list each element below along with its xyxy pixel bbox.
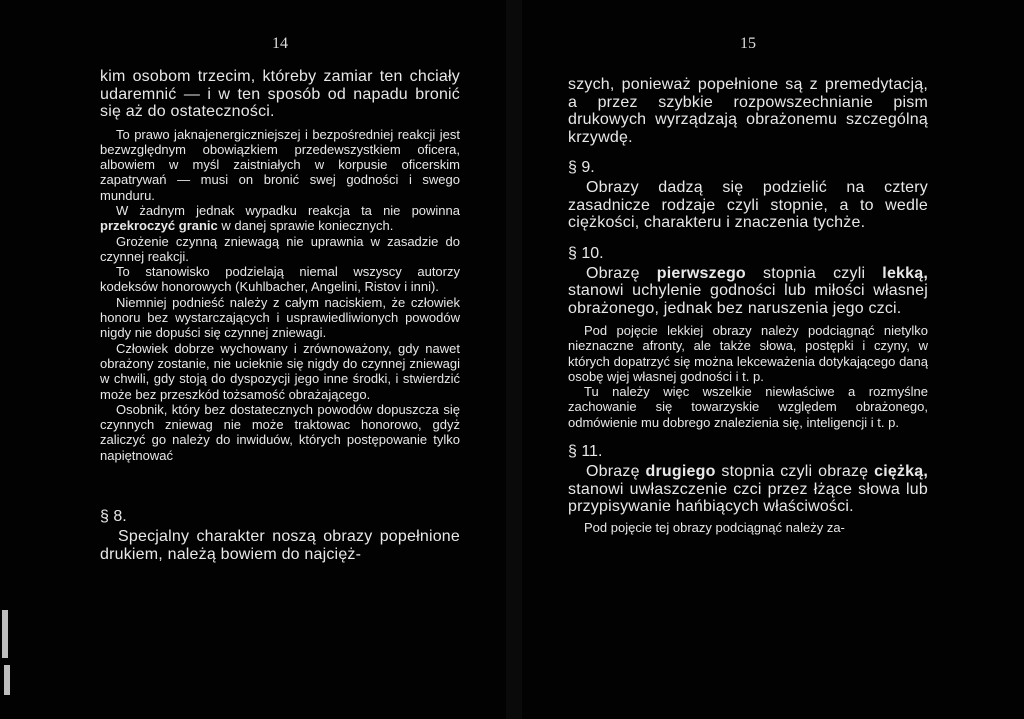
paragraph: Niemniej podnieść należy z całym naciskiem, że człowiek honoru bez wystarczających i usprawiedliwionych powodów nigdy nie dopuści się czynnej zniewagi. xyxy=(100,294,460,341)
section-heading: § 9. xyxy=(568,159,595,176)
paragraph: Osobnik, który bez dostatecznych powodów dopuszcza się czynnych zniewag nie może traktowac honorowo, gdyż zaliczyć go należy do inwiduów, których postępowanie tylko napiętnować xyxy=(100,401,460,463)
paragraph: Pod pojęcie lekkiej obrazy należy podciągnąć nietylko nieznaczne afronty, ale także słowa, postępki i czyny, w których dopatrzyć się można lekceważenia dotykającego daną osobę wjej własnej godności i t. p. xyxy=(568,323,928,384)
paragraph: Obrazę pierwszego stopnia czyli lekką, stanowi uchylenie godności lub miłości własnej obrażonego, jednak bez naruszenia jego czci. xyxy=(568,264,928,317)
right-page-text xyxy=(568,76,928,535)
page-edge-mark xyxy=(4,665,10,695)
book-gutter xyxy=(506,0,522,719)
paragraph: Obrazę drugiego stopnia czyli obrazę ciężką, stanowi uwłaszczenie czci przez łżące słowa lub przypisywanie hańbiących właściwości. xyxy=(568,463,928,516)
paragraph: kim osobom trzecim, któreby zamiar ten chciały udaremnić — i w ten sposób od napadu bronić się aż do ostateczności. xyxy=(100,68,460,120)
left-page xyxy=(100,0,460,719)
section-heading: § 10. xyxy=(568,244,604,262)
paragraph: Człowiek dobrze wychowany i zrównoważony, gdy nawet obrażony zostanie, nie ucieknie się nigdy do czynnej zniewagi w chwili, gdy stoją do dyspozycji jego inne środki, i stwierdzić może bez przeszkód tożsamość obrażającego. xyxy=(100,340,460,402)
left-page-text xyxy=(100,68,460,563)
emphasis: lekką, xyxy=(882,264,928,282)
emphasis: przekroczyć granic xyxy=(100,218,218,234)
emphasis: drugiego xyxy=(645,463,716,481)
paragraph: To prawo jaknajenergiczniejszej i bezpośredniej reakcji jest bezwzględnym obowiązkiem przedewszystkiem oficera, albowiem w myśl zaistniałych w korpusie oficerskim zapatrywań — musi on bronić swej godności i swego munduru. xyxy=(100,126,460,203)
paragraph: W żadnym jednak wypadku reakcja ta nie powinna przekroczyć granic w danej sprawie koniecznych. xyxy=(100,202,460,234)
paragraph: Grożenie czynną zniewagą nie uprawnia w zasadzie do czynnej reakcji. xyxy=(100,233,460,264)
paragraph: Obrazy dadzą się podzielić na cztery zasadnicze rodzaje czyli stopnie, a to wedle ciężkości, charakteru i znaczenia tychże. xyxy=(568,179,928,231)
page-number: 14 xyxy=(272,35,288,52)
emphasis: pierwszego xyxy=(656,264,746,282)
right-page xyxy=(568,0,928,719)
paragraph: Tu należy więc wszelkie niewłaściwe a rozmyślne zachowanie się towarzyskie względem obrażonego, odmówienie mu dobrego znalezienia się, inteligencji i t. p. xyxy=(568,384,928,430)
paragraph: szych, ponieważ popełnione są z premedytacją, a przez szybkie rozpowszechnianie pism drukowych wyrządzają obrażonemu szczególną krzywdę. xyxy=(568,76,928,146)
paragraph: Specjalny charakter noszą obrazy popełnione drukiem, należą bowiem do najcięż- xyxy=(100,528,460,563)
section-heading: § 8. xyxy=(100,508,127,526)
emphasis: ciężką, xyxy=(874,463,928,481)
page-number: 15 xyxy=(740,35,756,52)
paragraph: To stanowisko podzielają niemal wszyscy autorzy kodeksów honorowych (Kuhlbacher, Angelini, Ristov i inni). xyxy=(100,264,460,295)
section-heading: § 11. xyxy=(568,443,603,461)
page-edge-mark xyxy=(2,610,8,658)
paragraph: Pod pojęcie tej obrazy podciągnąć należy za- xyxy=(584,519,845,535)
